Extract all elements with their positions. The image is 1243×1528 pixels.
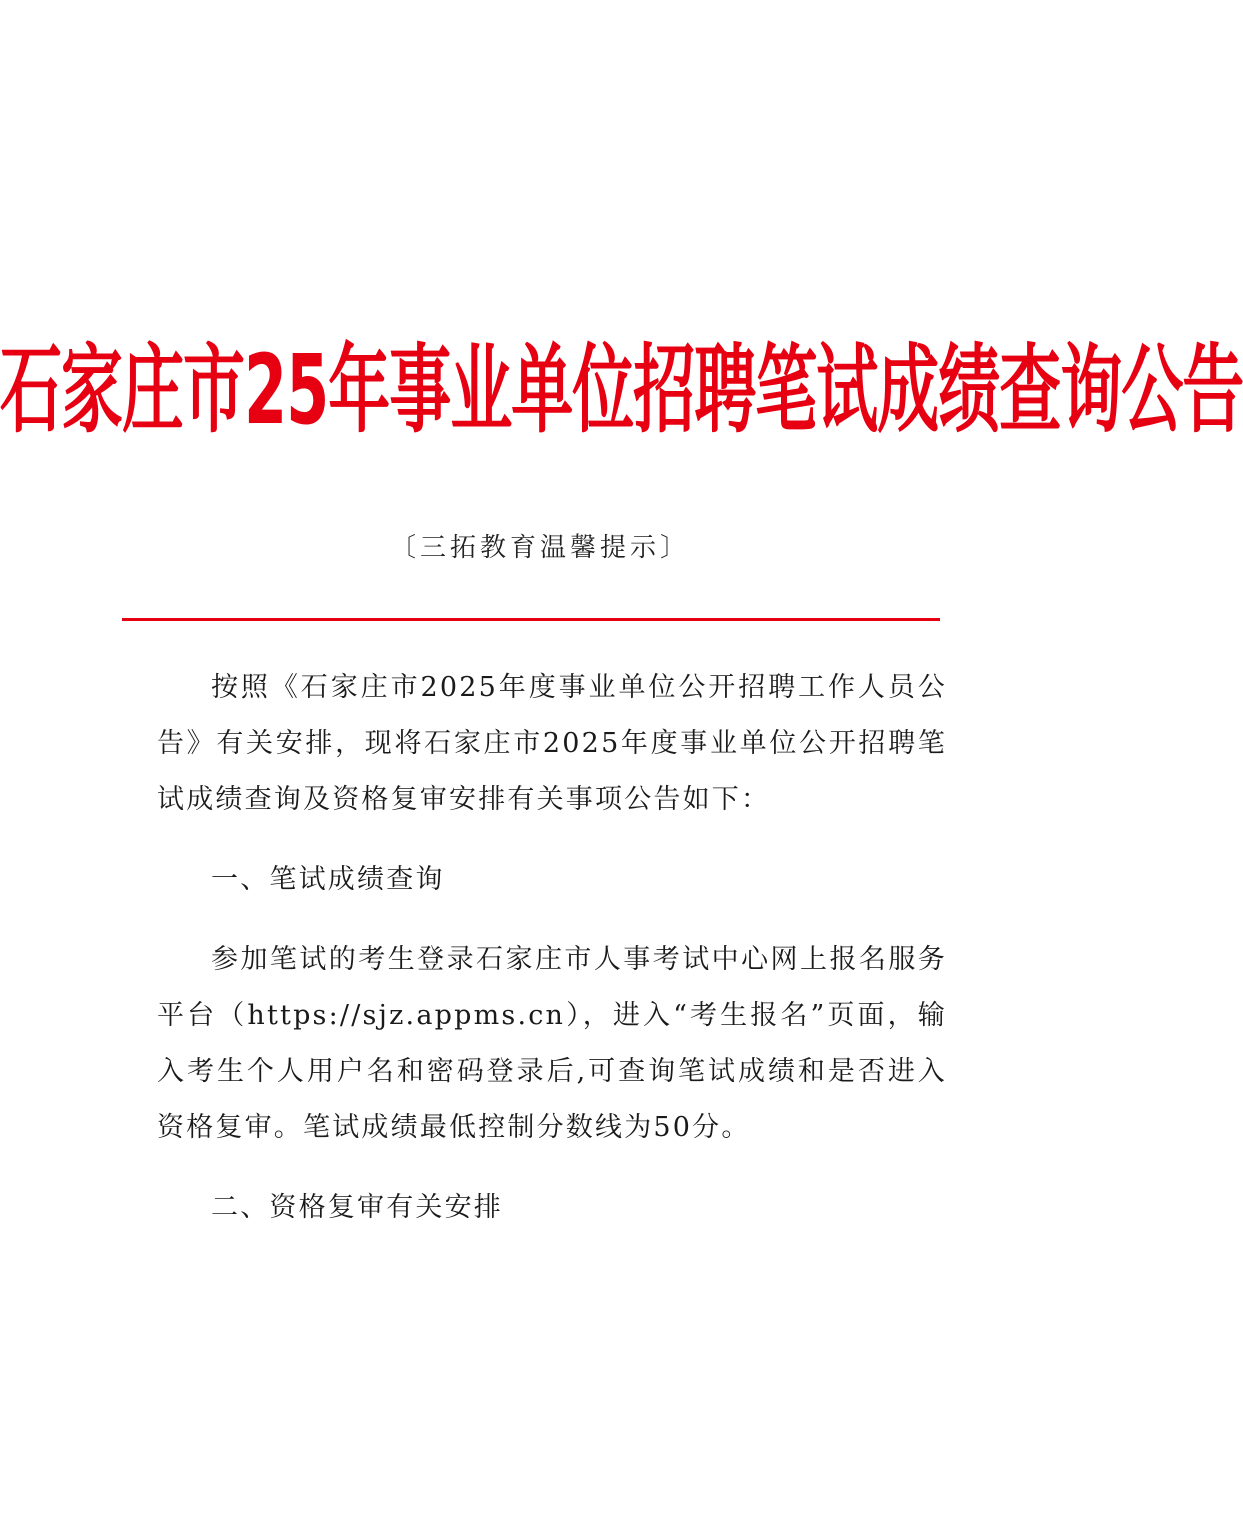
section-1-heading: 一、笔试成绩查询: [211, 864, 445, 895]
section-2-heading: 二、资格复审有关安排: [211, 1192, 503, 1223]
document-body: [157, 660, 947, 1236]
document-subtitle: 〔三拓教育温馨提示〕: [389, 533, 690, 563]
section-1-paragraph: 参加笔试的考生登录石家庄市人事考试中心网上报名服务平台（https://sjz.appms.cn），进入“考生报名”页面，输入考生个人用户名和密码登录后,可查询笔试成绩和是否进入资格复审。笔试成绩最低控制分数线为50分。: [157, 944, 947, 1143]
title-divider: [122, 618, 940, 621]
document-title: 石家庄市25年事业单位招聘笔试成绩查询公告: [0, 333, 1243, 447]
intro-paragraph: 按照《石家庄市2025年度事业单位公开招聘工作人员公告》有关安排，现将石家庄市2025年度事业单位公开招聘笔试成绩查询及资格复审安排有关事项公告如下：: [157, 672, 947, 815]
